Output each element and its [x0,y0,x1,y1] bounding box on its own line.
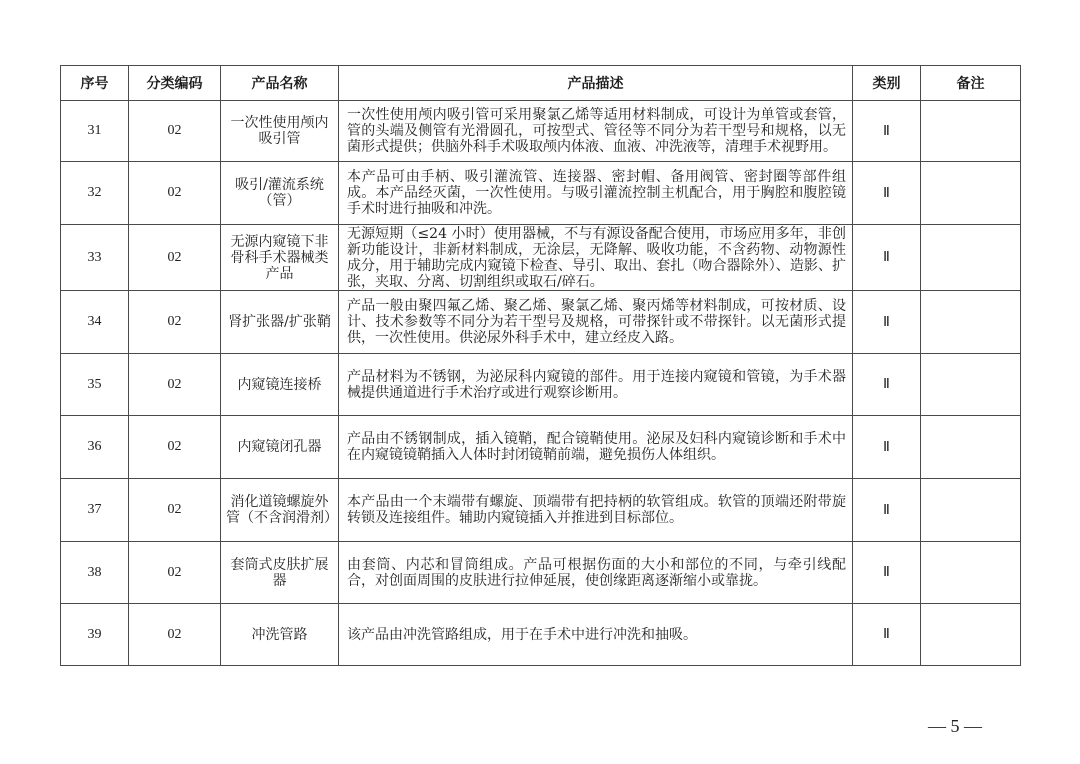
serial-number-cell: 35 [61,354,129,416]
class-cell: Ⅱ [853,416,921,479]
product-name-cell: 无源内窥镜下非骨科手术器械类产品 [221,225,339,291]
class-cell: Ⅱ [853,479,921,542]
table-header-row [61,66,1021,101]
category-code-cell: 02 [129,604,221,666]
product-description-cell: 本产品由一个末端带有螺旋、顶端带有把持柄的软管组成。软管的顶端还附带旋转锁及连接组件。辅助内窥镜插入并推进到目标部位。 [339,479,853,542]
category-code-cell: 02 [129,101,221,162]
category-code-cell: 02 [129,162,221,225]
remarks-cell [921,162,1021,225]
remarks-cell [921,291,1021,354]
product-description-cell: 产品一般由聚四氟乙烯、聚乙烯、聚氯乙烯、聚丙烯等材料制成，可按材质、设计、技术参数等不同分为若干型号及规格，可带探针或不带探针。以无菌形式提供，一次性使用。供泌尿外科手术中，建立经皮入路。 [339,291,853,354]
product-name-cell: 吸引/灌流系统（管） [221,162,339,225]
product-description-cell: 产品由不锈钢制成，插入镜鞘，配合镜鞘使用。泌尿及妇科内窥镜诊断和手术中在内窥镜镜鞘插入人体时封闭镜鞘前端，避免损伤人体组织。 [339,416,853,479]
product-description-cell: 本产品可由手柄、吸引灌流管、连接器、密封帽、备用阀管、密封圈等部件组成。本产品经灭菌，一次性使用。与吸引灌流控制主机配合，用于胸腔和腹腔镜手术时进行抽吸和冲洗。 [339,162,853,225]
product-description-cell: 一次性使用颅内吸引管可采用聚氯乙烯等适用材料制成，可设计为单管或套管，管的头端及侧管有光滑圆孔，可按型式、管径等不同分为若干型号和规格，以无菌形式提供；供脑外科手术吸取颅内体液、血液、冲洗液等，清理手术视野用。 [339,101,853,162]
product-description-cell: 产品材料为不锈钢，为泌尿科内窥镜的部件。用于连接内窥镜和管镜，为手术器械提供通道进行手术治疗或进行观察诊断用。 [339,354,853,416]
remarks-cell [921,354,1021,416]
table-row [61,354,1021,416]
product-name-cell: 内窥镜闭孔器 [221,416,339,479]
product-name-cell: 冲洗管路 [221,604,339,666]
table-row [61,291,1021,354]
category-code-cell: 02 [129,416,221,479]
header-serial-number: 序号 [61,66,129,101]
header-remarks: 备注 [921,66,1021,101]
category-code-cell: 02 [129,542,221,604]
table-row [61,416,1021,479]
product-name-cell: 内窥镜连接桥 [221,354,339,416]
serial-number-cell: 34 [61,291,129,354]
class-cell: Ⅱ [853,162,921,225]
class-cell: Ⅱ [853,354,921,416]
serial-number-cell: 36 [61,416,129,479]
category-code-cell: 02 [129,225,221,291]
table-row [61,225,1021,291]
class-cell: Ⅱ [853,225,921,291]
remarks-cell [921,416,1021,479]
class-cell: Ⅱ [853,542,921,604]
header-class: 类别 [853,66,921,101]
serial-number-cell: 31 [61,101,129,162]
category-code-cell: 02 [129,291,221,354]
table-row [61,604,1021,666]
page-number: — 5 — [928,716,982,736]
serial-number-cell: 33 [61,225,129,291]
product-name-cell: 消化道镜螺旋外管（不含润滑剂） [221,479,339,542]
class-cell: Ⅱ [853,101,921,162]
product-description-cell: 无源短期（≤24 小时）使用器械，不与有源设备配合使用，市场应用多年，非创新功能设计，非新材料制成，无涂层，无降解、吸收功能，不含药物、动物源性成分，用于辅助完成内窥镜下检查、导引、取出、套扎（吻合器除外）、造影、扩张，夹取、分离、切割组织或取石/碎石。 [339,225,853,291]
category-code-cell: 02 [129,479,221,542]
device-classification-table [60,65,1021,666]
serial-number-cell: 37 [61,479,129,542]
remarks-cell [921,604,1021,666]
table-row [61,101,1021,162]
serial-number-cell: 38 [61,542,129,604]
class-cell: Ⅱ [853,604,921,666]
header-product-description: 产品描述 [339,66,853,101]
serial-number-cell: 32 [61,162,129,225]
serial-number-cell: 39 [61,604,129,666]
header-product-name: 产品名称 [221,66,339,101]
class-cell: Ⅱ [853,291,921,354]
table-row [61,542,1021,604]
product-description-cell: 由套筒、内芯和冒筒组成。产品可根据伤面的大小和部位的不同，与牵引线配合，对创面周围的皮肤进行拉伸延展，使创缘距离逐渐缩小或靠拢。 [339,542,853,604]
remarks-cell [921,479,1021,542]
remarks-cell [921,225,1021,291]
table-row [61,162,1021,225]
product-name-cell: 一次性使用颅内吸引管 [221,101,339,162]
product-name-cell: 套筒式皮肤扩展器 [221,542,339,604]
product-name-cell: 肾扩张器/扩张鞘 [221,291,339,354]
table-row [61,479,1021,542]
remarks-cell [921,101,1021,162]
remarks-cell [921,542,1021,604]
product-description-cell: 该产品由冲洗管路组成，用于在手术中进行冲洗和抽吸。 [339,604,853,666]
header-category-code: 分类编码 [129,66,221,101]
category-code-cell: 02 [129,354,221,416]
